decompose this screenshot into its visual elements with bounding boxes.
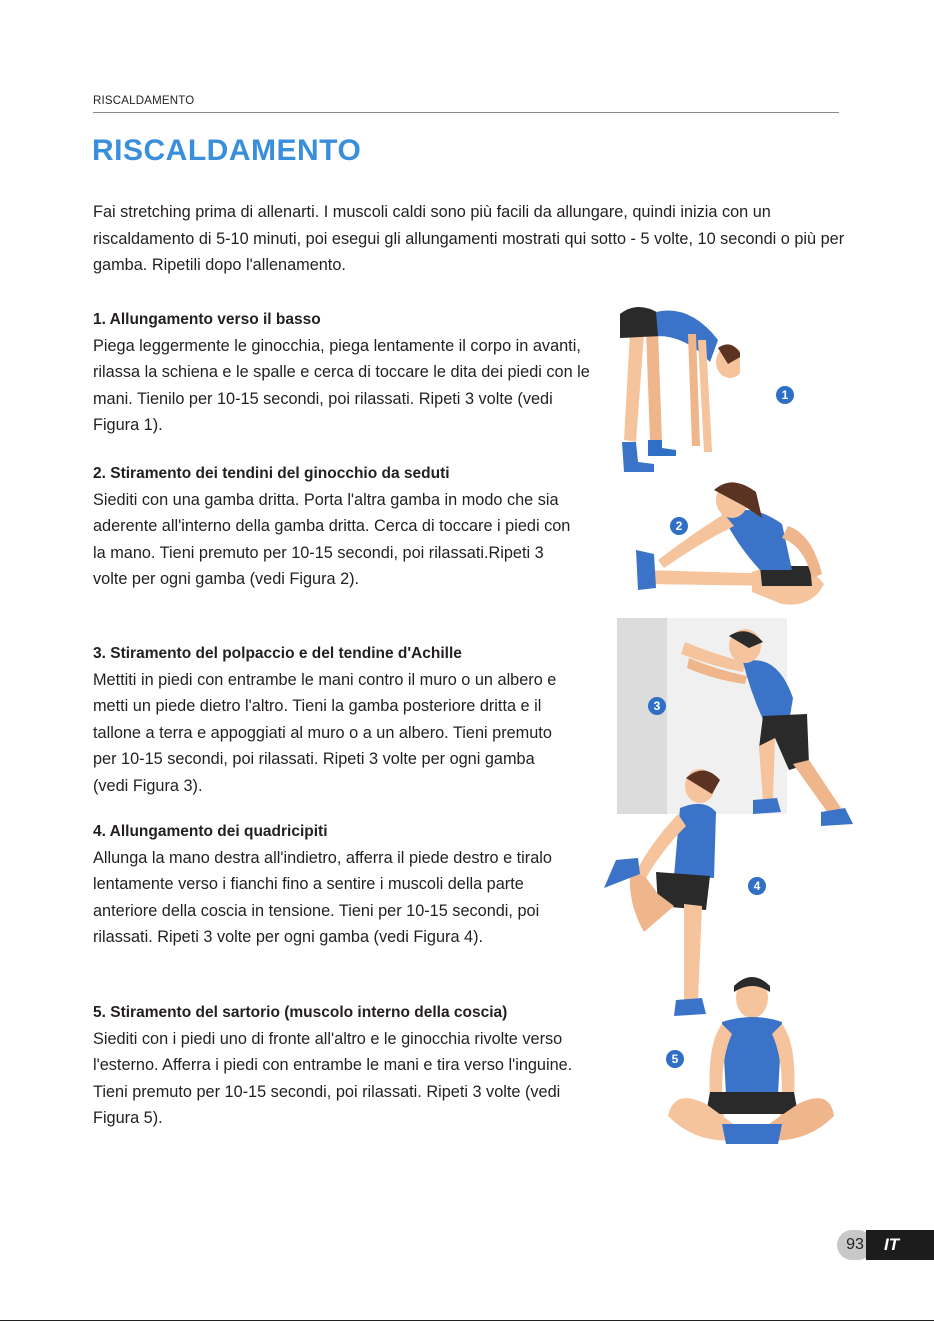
figure-badge-1: 1 [776, 386, 794, 404]
figure-badge-3: 3 [648, 697, 666, 715]
figure-badge-2: 2 [670, 517, 688, 535]
section-heading: 1. Allungamento verso il basso [93, 311, 321, 328]
section-body: Siediti con una gamba dritta. Porta l'altra gamba in modo che sia aderente all'interno della gamba dritta. Cerca di toccare i piedi con la mano. Tieni premuto per 10-15 secondi, poi rilassati.Ripeti 3 volte per ogni gamba (vedi Figura 2). [93, 491, 571, 589]
section-body: Mettiti in piedi con entrambe le mani contro il muro o un albero e metti un piede dietro l'altro. Tieni la gamba posteriore dritta e il tallone a terra e appoggiati al muro o a un albero. Tieni premuto per 10-15 secondi, poi rilassati. Ripeti 3 volte per ogni gamba (vedi Figura 3). [93, 671, 557, 795]
language-tab: IT [866, 1230, 934, 1260]
section-heading: 3. Stiramento del polpaccio e del tendine d'Achille [93, 645, 462, 662]
section-2 [93, 461, 573, 593]
section-heading: 2. Stiramento dei tendini del ginocchio da seduti [93, 465, 450, 482]
figure-1-forward-bend-illustration [600, 300, 740, 480]
section-5 [93, 1000, 583, 1132]
page-title: RISCALDAMENTO [92, 134, 362, 167]
bottom-rule [0, 1320, 934, 1321]
header-label: RISCALDAMENTO [93, 95, 195, 107]
section-4 [93, 819, 563, 951]
section-heading: 4. Allungamento dei quadricipiti [93, 823, 328, 840]
figure-badge-5: 5 [666, 1050, 684, 1068]
section-body: Siediti con i piedi uno di fronte all'altro e le ginocchia rivolte verso l'esterno. Afferra i piedi con entrambe le mani e tira verso l'inguine. Tieni premuto per 10-15 secondi, poi rilassati. Ripeti 3 volte (vedi Figura 5). [93, 1030, 573, 1128]
section-heading: 5. Stiramento del sartorio (muscolo interno della coscia) [93, 1004, 508, 1021]
figure-2-seated-stretch-illustration [632, 474, 832, 614]
intro-paragraph: Fai stretching prima di allenarti. I muscoli caldi sono più facili da allungare, quindi inizia con un riscaldamento di 5-10 minuti, poi esegui gli allungamenti mostrati qui sotto - 5 volte, 10 secondi o più per gamba. Ripetili dopo l'allenamento. [93, 203, 845, 274]
page-number: 93 [837, 1230, 873, 1260]
section-body: Piega leggermente le ginocchia, piega lentamente il corpo in avanti, rilassa la schiena e le spalle e cerca di toccare le dita dei piedi con le mani. Tienilo per 10-15 secondi, poi rilassati. Ripeti 3 volte (vedi Figura 1). [93, 337, 590, 435]
header-rule [93, 112, 839, 113]
section-1 [93, 307, 593, 439]
figure-badge-4: 4 [748, 877, 766, 895]
figure-5-butterfly-stretch-illustration [666, 968, 836, 1158]
section-body: Allunga la mano destra all'indietro, afferra il piede destro e tiralo lentamente verso i fianchi fino a sentire i muscoli della parte anteriore della coscia in tensione. Tieni per 10-15 secondi, poi rilassati. Ripeti 3 volte per ogni gamba (vedi Figura 4). [93, 849, 552, 947]
section-3 [93, 641, 563, 799]
